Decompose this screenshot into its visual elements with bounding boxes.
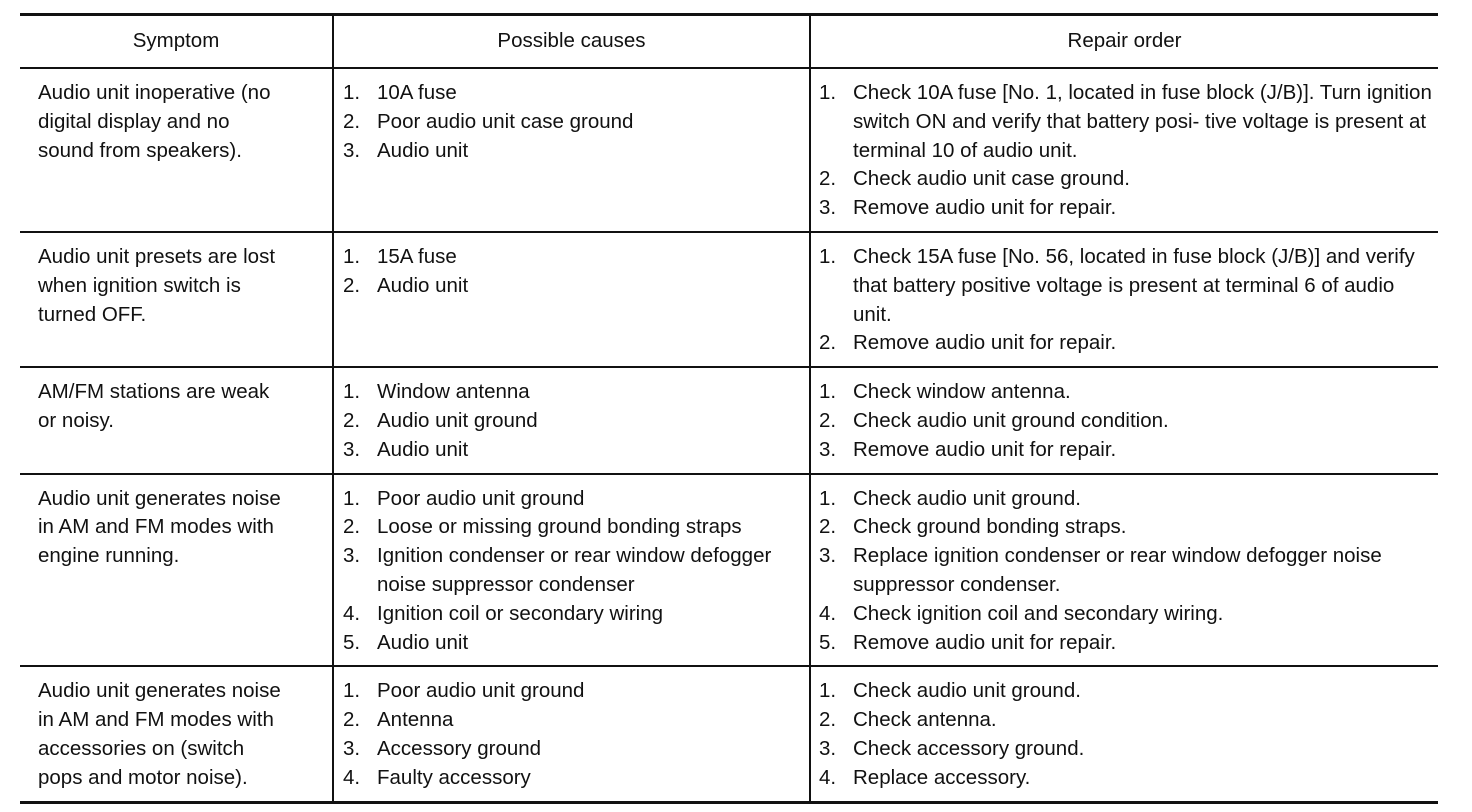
- cause-item: [343, 764, 803, 793]
- cause-item-text: Audio unit: [377, 630, 469, 654]
- repair-step-text: Remove audio unit for repair.: [853, 196, 1117, 220]
- cause-item-text: Audio unit: [377, 138, 469, 162]
- cause-item-list: [343, 378, 803, 464]
- repair-step-list: [819, 378, 1432, 464]
- repair-step-number: 3.: [819, 437, 837, 461]
- repair-step-number: 3.: [819, 736, 837, 760]
- diagnosis-table: [20, 13, 1438, 804]
- cause-item-number: 3.: [343, 736, 361, 760]
- symptom-text: Audio unit generates noise in AM and FM modes with engine running.: [38, 486, 281, 568]
- repair-step: [819, 485, 1432, 514]
- cause-item-number: 5.: [343, 630, 361, 654]
- cause-item: [343, 378, 803, 407]
- symptom-text: Audio unit inoperative (no digital display and no sound from speakers).: [38, 81, 271, 162]
- repair-step-number: 1.: [819, 486, 837, 510]
- cause-item-number: 3.: [343, 437, 361, 461]
- cause-item-number: 1.: [343, 380, 361, 404]
- cause-item: [343, 513, 803, 542]
- repair-cell: [810, 68, 1438, 232]
- repair-step-number: 2.: [819, 408, 837, 432]
- repair-step-text: Check 15A fuse [No. 56, located in fuse block (J/B)] and verify that battery positive voltage is present at terminal 6 of audio unit.: [853, 244, 1415, 326]
- repair-step: [819, 243, 1432, 329]
- repair-step-text: Check ignition coil and secondary wiring.: [853, 601, 1224, 625]
- repair-step-text: Replace accessory.: [853, 765, 1031, 789]
- cause-item-number: 2.: [343, 109, 361, 133]
- repair-step-list: [819, 79, 1432, 223]
- cause-item-number: 3.: [343, 544, 361, 568]
- repair-step-number: 1.: [819, 380, 837, 404]
- cause-item: [343, 600, 803, 629]
- repair-cell: [810, 232, 1438, 367]
- header-row: [20, 15, 1438, 69]
- symptom-cell: [20, 68, 333, 232]
- repair-step-list: [819, 243, 1432, 358]
- repair-step-text: Check audio unit ground.: [853, 679, 1081, 703]
- table-body: [20, 68, 1438, 802]
- header-symptom: Symptom: [20, 15, 333, 69]
- repair-step-number: 2.: [819, 515, 837, 539]
- table-row: [20, 367, 1438, 473]
- symptom-cell: [20, 474, 333, 667]
- cause-item-text: Ignition condenser or rear window defogger noise suppressor condenser: [377, 544, 772, 596]
- repair-step-number: 4.: [819, 765, 837, 789]
- header-possible-causes: Possible causes: [333, 15, 810, 69]
- repair-step: [819, 407, 1432, 436]
- cause-item: [343, 108, 803, 137]
- repair-step: [819, 706, 1432, 735]
- cause-item: [343, 706, 803, 735]
- table-header: [20, 15, 1438, 69]
- cause-item-text: Accessory ground: [377, 736, 542, 760]
- repair-step-text: Remove audio unit for repair.: [853, 331, 1117, 355]
- cause-item-text: Antenna: [377, 708, 454, 732]
- repair-step: [819, 764, 1432, 793]
- cause-item: [343, 79, 803, 108]
- repair-step: [819, 79, 1432, 165]
- cause-item: [343, 485, 803, 514]
- repair-step-text: Remove audio unit for repair.: [853, 437, 1117, 461]
- symptom-text: Audio unit generates noise in AM and FM modes with accessories on (switch pops and motor noise).: [38, 679, 281, 789]
- repair-step-text: Check 10A fuse [No. 1, located in fuse block (J/B)]. Turn ignition switch ON and verify that battery posi- tive voltage is present at terminal 10 of audio unit.: [853, 81, 1432, 162]
- cause-item-text: Audio unit: [377, 437, 469, 461]
- repair-step-text: Check audio unit ground.: [853, 486, 1081, 510]
- symptom-cell: [20, 367, 333, 473]
- repair-step-text: Check audio unit case ground.: [853, 167, 1130, 191]
- repair-step: [819, 600, 1432, 629]
- cause-item-text: Window antenna: [377, 380, 530, 404]
- causes-cell: [333, 666, 810, 802]
- cause-item-number: 4.: [343, 601, 361, 625]
- causes-cell: [333, 68, 810, 232]
- cause-item-number: 2.: [343, 408, 361, 432]
- causes-cell: [333, 367, 810, 473]
- cause-item-number: 2.: [343, 515, 361, 539]
- cause-item-text: Audio unit: [377, 273, 469, 297]
- cause-item: [343, 735, 803, 764]
- causes-cell: [333, 474, 810, 667]
- cause-item-number: 2.: [343, 708, 361, 732]
- cause-item-list: [343, 485, 803, 658]
- cause-item-number: 4.: [343, 765, 361, 789]
- repair-step-number: 4.: [819, 601, 837, 625]
- repair-step-text: Replace ignition condenser or rear window defogger noise suppressor condenser.: [853, 544, 1382, 596]
- cause-item-number: 1.: [343, 679, 361, 703]
- table-row: [20, 68, 1438, 232]
- cause-item: [343, 137, 803, 166]
- cause-item-text: Poor audio unit ground: [377, 486, 585, 510]
- cause-item-number: 1.: [343, 244, 361, 268]
- cause-item-number: 1.: [343, 81, 361, 104]
- symptom-cell: [20, 232, 333, 367]
- repair-step-number: 2.: [819, 331, 837, 355]
- repair-step-text: Check ground bonding straps.: [853, 515, 1127, 539]
- cause-item-text: Poor audio unit case ground: [377, 109, 634, 133]
- repair-step-number: 1.: [819, 244, 837, 268]
- cause-item-text: Poor audio unit ground: [377, 679, 585, 703]
- cause-item: [343, 436, 803, 465]
- repair-cell: [810, 666, 1438, 802]
- cause-item-text: Audio unit ground: [377, 408, 538, 432]
- repair-step-number: 1.: [819, 679, 837, 703]
- cause-item: [343, 542, 803, 600]
- symptom-text: AM/FM stations are weak or noisy.: [38, 380, 270, 432]
- repair-step-number: 2.: [819, 167, 837, 191]
- cause-item-list: [343, 677, 803, 792]
- cause-item-list: [343, 243, 803, 301]
- cause-item: [343, 243, 803, 272]
- causes-cell: [333, 232, 810, 367]
- repair-step-number: 5.: [819, 630, 837, 654]
- cause-item-number: 2.: [343, 273, 361, 297]
- cause-item: [343, 272, 803, 301]
- repair-cell: [810, 474, 1438, 667]
- repair-cell: [810, 367, 1438, 473]
- repair-step: [819, 378, 1432, 407]
- repair-step: [819, 629, 1432, 658]
- symptom-cell: [20, 666, 333, 802]
- repair-step-text: Remove audio unit for repair.: [853, 630, 1117, 654]
- repair-step: [819, 677, 1432, 706]
- cause-item: [343, 407, 803, 436]
- cause-item-text: 10A fuse: [377, 81, 457, 104]
- cause-item-list: [343, 79, 803, 165]
- repair-step: [819, 436, 1432, 465]
- repair-step-text: Check antenna.: [853, 708, 997, 732]
- cause-item-number: 1.: [343, 486, 361, 510]
- table-row: [20, 232, 1438, 367]
- repair-step-number: 3.: [819, 544, 837, 568]
- repair-step-list: [819, 677, 1432, 792]
- repair-step: [819, 735, 1432, 764]
- repair-step-number: 2.: [819, 708, 837, 732]
- repair-step: [819, 513, 1432, 542]
- header-repair-order: Repair order: [810, 15, 1438, 69]
- cause-item-number: 3.: [343, 138, 361, 162]
- table-row: [20, 474, 1438, 667]
- repair-step: [819, 542, 1432, 600]
- repair-step-text: Check window antenna.: [853, 380, 1071, 404]
- repair-step: [819, 165, 1432, 194]
- repair-step-text: Check audio unit ground condition.: [853, 408, 1169, 432]
- cause-item: [343, 677, 803, 706]
- repair-step: [819, 329, 1432, 358]
- cause-item-text: Ignition coil or secondary wiring: [377, 601, 663, 625]
- symptom-text: Audio unit presets are lost when ignition switch is turned OFF.: [38, 244, 276, 326]
- cause-item: [343, 629, 803, 658]
- repair-step-text: Check accessory ground.: [853, 736, 1085, 760]
- repair-step-number: 3.: [819, 196, 837, 220]
- repair-step-list: [819, 485, 1432, 658]
- repair-step: [819, 194, 1432, 223]
- cause-item-text: Faulty accessory: [377, 765, 531, 789]
- cause-item-text: Loose or missing ground bonding straps: [377, 515, 742, 539]
- repair-step-number: 1.: [819, 81, 837, 104]
- table-row: [20, 666, 1438, 802]
- cause-item-text: 15A fuse: [377, 244, 457, 268]
